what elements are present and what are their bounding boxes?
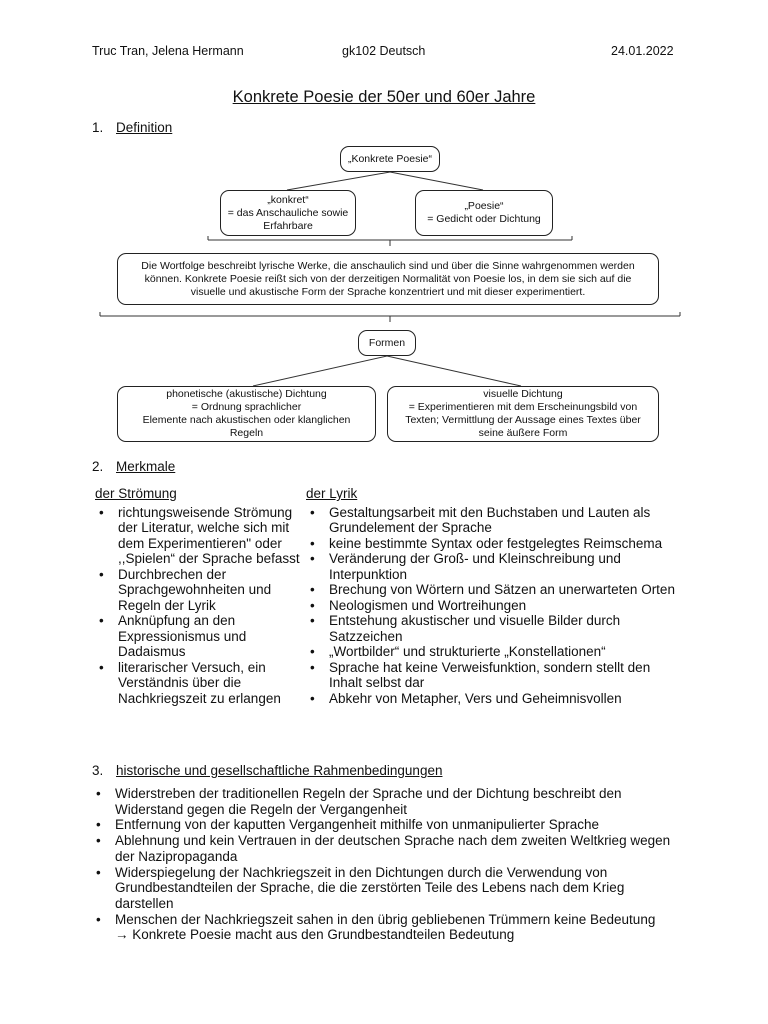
lyrik-item: • keine bestimmte Syntax oder festgelegtes Reimschema xyxy=(306,536,676,552)
diagram-phonetic-box xyxy=(117,386,376,442)
lyrik-item: • Neologismen und Wortreihungen xyxy=(306,598,676,614)
lyrik-item: • „Wortbilder“ und strukturierte „Konstellationen“ xyxy=(306,644,676,660)
lyrik-heading: der Lyrik xyxy=(306,486,358,501)
stroemung-item: • Anknüpfung an den Expressionismus und Dadaismus xyxy=(95,613,301,660)
rahmen-item: • Menschen der Nachkriegszeit sahen in den übrig gebliebenen Trümmern keine Bedeutung xyxy=(92,912,672,928)
connector-forms-right xyxy=(387,356,521,386)
lyrik-item: • Abkehr von Metapher, Vers und Geheimnisvollen xyxy=(306,691,676,707)
header-course: gk102 Deutsch xyxy=(342,44,426,58)
lyrik-item: • Veränderung der Groß- und Kleinschreibung und Interpunktion xyxy=(306,551,676,582)
page-title: Konkrete Poesie der 50er und 60er Jahre xyxy=(232,88,536,106)
diagram-konkret-text: „konkret“ = das Anschauliche sowie Erfahrbare xyxy=(227,193,349,232)
rahmen-item: • Widerstreben der traditionellen Regeln der Sprache und der Dichtung beschreibt den Widerstand gegen die Regeln der Vergangenheit xyxy=(92,786,672,817)
lyrik-item: • Brechung von Wörtern und Sätzen an unerwarteten Orten xyxy=(306,582,676,598)
lyrik-item: • Entstehung akustischer und visuelle Bilder durch Satzzeichen xyxy=(306,613,676,644)
diagram-visual-text: visuelle Dichtung = Experimentieren mit dem Erscheinungsbild von Texten; Vermittlung der Aussage eines Textes über seine äußere Form xyxy=(405,388,641,439)
diagram-root-text: „Konkrete Poesie“ xyxy=(347,152,433,165)
merkmale-lyrik-column xyxy=(306,486,676,706)
header-authors: Truc Tran, Jelena Hermann xyxy=(92,44,244,58)
lyrik-list xyxy=(306,505,676,707)
diagram-konkret-box xyxy=(220,190,356,236)
diagram-visual-box xyxy=(387,386,659,442)
rahmen-conclusion: → Konkrete Poesie macht aus den Grundbestandteilen Bedeutung xyxy=(115,927,515,943)
stroemung-item: • richtungsweisende Strömung der Literatur, welche sich mit dem Experimentieren" oder ,,Spielen“ der Sprache befasst xyxy=(95,505,301,567)
rahmenbedingungen-block xyxy=(92,786,672,943)
diagram-definition-text: Die Wortfolge beschreibt lyrische Werke, die anschaulich sind und über die Sinne wahrgenommen werden können. Konkrete Poesie reißt sich von der derzeitigen Normalität von Poesie los, in dem sie sich auf die visuelle und akustische Form der Sprache konzentriert und mit dieser experimentiert. xyxy=(141,259,635,298)
section-2-heading xyxy=(92,459,175,474)
connector-forms-left xyxy=(253,356,387,386)
diagram-poesie-text: „Poesie“ = Gedicht oder Dichtung xyxy=(427,200,541,225)
connector-root-left xyxy=(287,172,390,190)
section-2-label: Merkmale xyxy=(116,459,176,474)
section-3-heading xyxy=(92,763,442,778)
section-3-label: historische und gesellschaftliche Rahmenbedingungen xyxy=(116,763,443,778)
stroemung-list xyxy=(95,505,301,707)
brace-upper xyxy=(208,236,572,246)
section-3-number: 3. xyxy=(92,763,104,778)
diagram-phonetic-text: phonetische (akustische) Dichtung = Ordnung sprachlicher Elemente nach akustischen oder klanglichen Regeln xyxy=(142,388,351,439)
stroemung-item: • literarischer Versuch, ein Verständnis über die Nachkriegszeit zu erlangen xyxy=(95,660,301,707)
stroemung-item: • Durchbrechen der Sprachgewohnheiten und Regeln der Lyrik xyxy=(95,567,301,614)
rahmen-item: • Entfernung von der kaputten Vergangenheit mithilfe von unmanipulierter Sprache xyxy=(92,817,672,833)
rahmenbedingungen-list xyxy=(92,786,672,927)
lyrik-item: • Gestaltungsarbeit mit den Buchstaben und Lauten als Grundelement der Sprache xyxy=(306,505,676,536)
lyrik-item: • Sprache hat keine Verweisfunktion, sondern stellt den Inhalt selbst dar xyxy=(306,660,676,691)
brace-lower xyxy=(100,312,680,322)
section-2-number: 2. xyxy=(92,459,104,474)
rahmen-item: • Ablehnung und kein Vertrauen in der deutschen Sprache nach dem zweiten Weltkrieg wegen der Nazipropaganda xyxy=(92,833,672,864)
diagram-root-box xyxy=(340,146,440,172)
section-1-label: Definition xyxy=(116,120,173,135)
header-date: 24.01.2022 xyxy=(611,44,674,58)
diagram-forms-box xyxy=(358,330,416,356)
section-1-number: 1. xyxy=(92,120,104,135)
diagram-definition-box xyxy=(117,253,659,305)
diagram-forms-text: Formen xyxy=(368,336,406,349)
connector-root-right xyxy=(390,172,483,190)
diagram-poesie-box xyxy=(415,190,553,236)
rahmen-item: • Widerspiegelung der Nachkriegszeit in den Dichtungen durch die Verwendung von Grundbestandteilen der Sprache, die die zerstörten Teile des Lebens nach dem Krieg darstellen xyxy=(92,865,672,912)
stroemung-heading: der Strömung xyxy=(95,486,177,501)
merkmale-stroemung-column xyxy=(95,486,301,706)
